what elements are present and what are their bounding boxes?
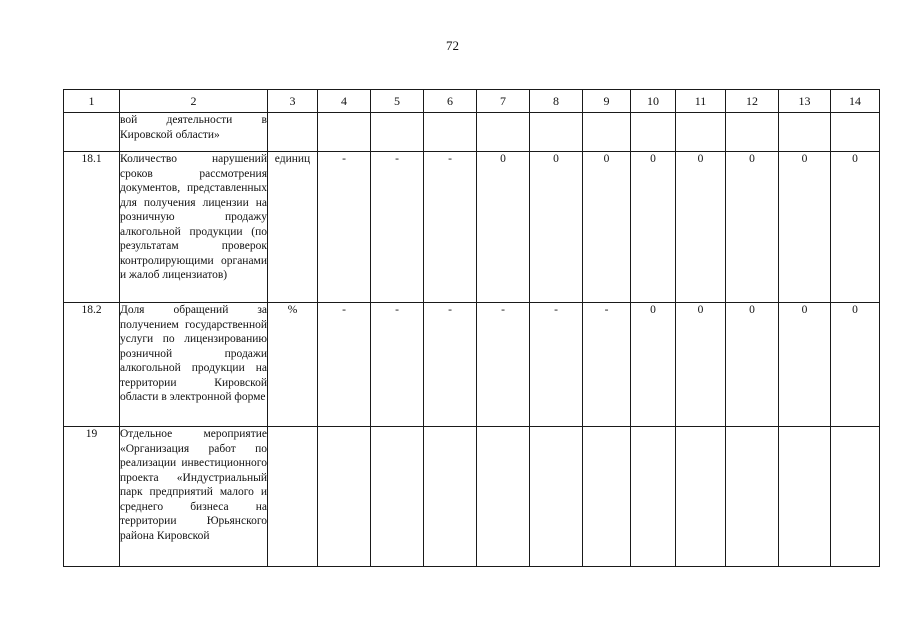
row-number: 19 (64, 427, 120, 567)
header-cell: 12 (726, 90, 779, 113)
header-cell: 9 (583, 90, 631, 113)
table-row (64, 113, 880, 152)
row-unit: единиц (268, 152, 318, 303)
header-cell: 5 (371, 90, 424, 113)
row-description: Количество нарушений сроков рассмотрения документов, представленных для получения лицензии на розничную продажу алкогольной продукции (по результатам проверок контролирующими органами и жалоб лицензиатов) (120, 152, 268, 303)
value-cell: - (424, 303, 477, 427)
value-cell (583, 427, 631, 567)
value-cell: - (477, 303, 530, 427)
value-cell: - (318, 152, 371, 303)
value-cell: - (530, 303, 583, 427)
value-cell: - (371, 303, 424, 427)
value-cell: 0 (477, 152, 530, 303)
value-cell (831, 113, 880, 152)
row-unit (268, 113, 318, 152)
table-row (64, 303, 880, 427)
value-cell: - (583, 303, 631, 427)
value-cell: 0 (831, 303, 880, 427)
value-cell: 0 (631, 303, 676, 427)
row-unit (268, 427, 318, 567)
value-cell: 0 (530, 152, 583, 303)
value-cell: 0 (726, 303, 779, 427)
header-cell: 2 (120, 90, 268, 113)
value-cell: - (371, 152, 424, 303)
value-cell (530, 427, 583, 567)
table-row (64, 427, 880, 567)
value-cell (318, 113, 371, 152)
value-cell (779, 113, 831, 152)
value-cell: 0 (676, 152, 726, 303)
value-cell (631, 113, 676, 152)
value-cell (424, 113, 477, 152)
row-unit: % (268, 303, 318, 427)
header-cell: 1 (64, 90, 120, 113)
row-description: Доля обращений за получением государственной услуги по лицензированию розничной продажи алкогольной продукции на территории Кировской области в электронной форме (120, 303, 268, 427)
header-cell: 8 (530, 90, 583, 113)
value-cell (371, 113, 424, 152)
value-cell (583, 113, 631, 152)
header-cell: 3 (268, 90, 318, 113)
value-cell (726, 113, 779, 152)
indicator-table (63, 89, 880, 567)
value-cell (676, 427, 726, 567)
value-cell (631, 427, 676, 567)
value-cell (371, 427, 424, 567)
row-number: 18.2 (64, 303, 120, 427)
header-cell: 6 (424, 90, 477, 113)
page-number: 72 (446, 38, 459, 53)
row-number: 18.1 (64, 152, 120, 303)
header-cell: 14 (831, 90, 880, 113)
value-cell (831, 427, 880, 567)
value-cell: 0 (583, 152, 631, 303)
header-cell: 10 (631, 90, 676, 113)
value-cell (424, 427, 477, 567)
row-description: вой деятельности в Кировской области» (120, 113, 268, 152)
value-cell: 0 (726, 152, 779, 303)
header-row (64, 90, 880, 113)
value-cell (530, 113, 583, 152)
header-cell: 4 (318, 90, 371, 113)
value-cell: 0 (779, 152, 831, 303)
value-cell (726, 427, 779, 567)
header-cell: 11 (676, 90, 726, 113)
value-cell: 0 (631, 152, 676, 303)
value-cell (477, 113, 530, 152)
value-cell: - (318, 303, 371, 427)
value-cell: 0 (779, 303, 831, 427)
row-number (64, 113, 120, 152)
value-cell (779, 427, 831, 567)
value-cell: - (424, 152, 477, 303)
value-cell (318, 427, 371, 567)
value-cell (676, 113, 726, 152)
header-cell: 7 (477, 90, 530, 113)
table-row (64, 152, 880, 303)
value-cell: 0 (831, 152, 880, 303)
value-cell: 0 (676, 303, 726, 427)
row-description: Отдельное мероприятие «Организация работ по реализации инвестиционного проекта «Индустриальный парк предприятий малого и среднего бизнеса на территории Юрьянского района Кировской (120, 427, 268, 567)
value-cell (477, 427, 530, 567)
header-cell: 13 (779, 90, 831, 113)
